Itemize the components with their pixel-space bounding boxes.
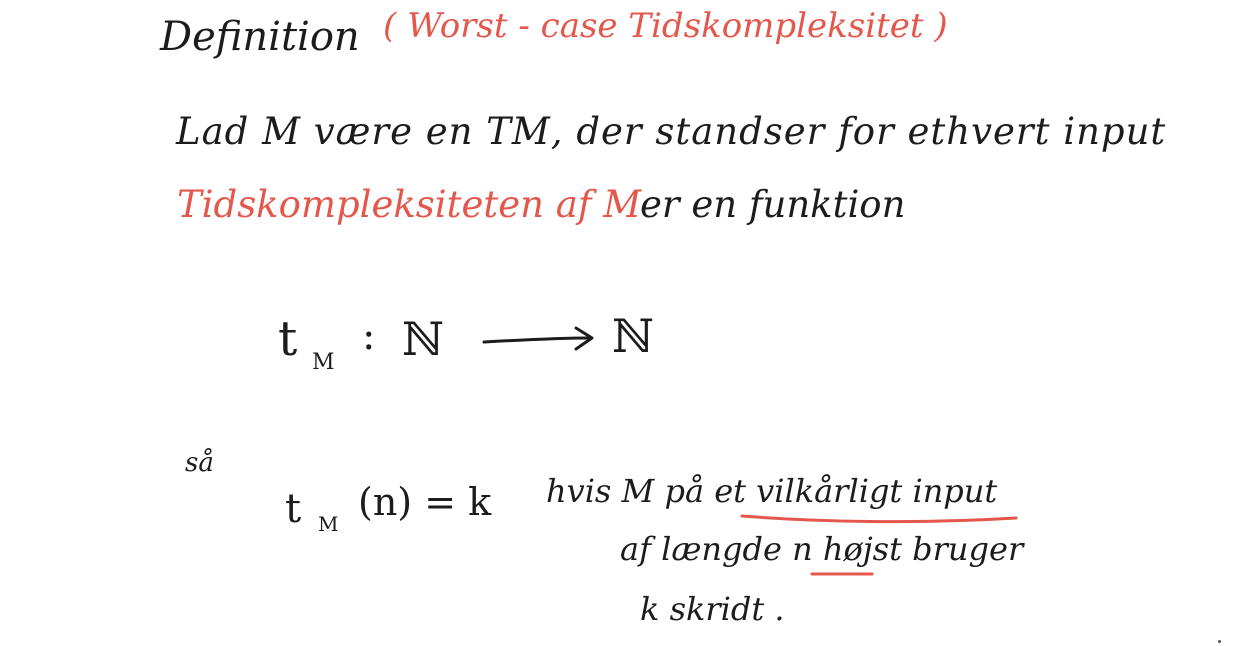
formula-t: t xyxy=(285,486,302,532)
signature-domain: ℕ xyxy=(402,312,445,366)
arbitrary-input-underline xyxy=(738,510,1023,530)
condition-line-3: k skridt . xyxy=(640,590,785,628)
function-statement: er en funktion xyxy=(640,183,906,226)
condition-line-2: af længde n højst bruger xyxy=(620,530,1024,568)
so-label: så xyxy=(185,448,214,478)
formula-subscript: M xyxy=(318,512,339,536)
signature-subscript: M xyxy=(312,350,335,375)
signature-t: t xyxy=(278,311,298,367)
definition-subtitle: ( Worst - case Tidskompleksitet ) xyxy=(383,6,948,46)
premise-line: Lad M være en TM, der standser for ethvert input xyxy=(176,110,1167,153)
signature-codomain: ℕ xyxy=(612,309,655,363)
condition-line-1: hvis M på et vilkårligt input xyxy=(546,472,998,510)
definition-heading: Definition xyxy=(160,14,360,60)
mapping-arrow-icon xyxy=(480,322,600,356)
formula-equation: (n) = k xyxy=(358,480,492,524)
signature-colon: : xyxy=(362,313,376,359)
at-most-underline xyxy=(808,568,878,582)
stray-dot xyxy=(1218,640,1221,643)
time-complexity-term: Tidskompleksiteten af M xyxy=(177,183,642,226)
